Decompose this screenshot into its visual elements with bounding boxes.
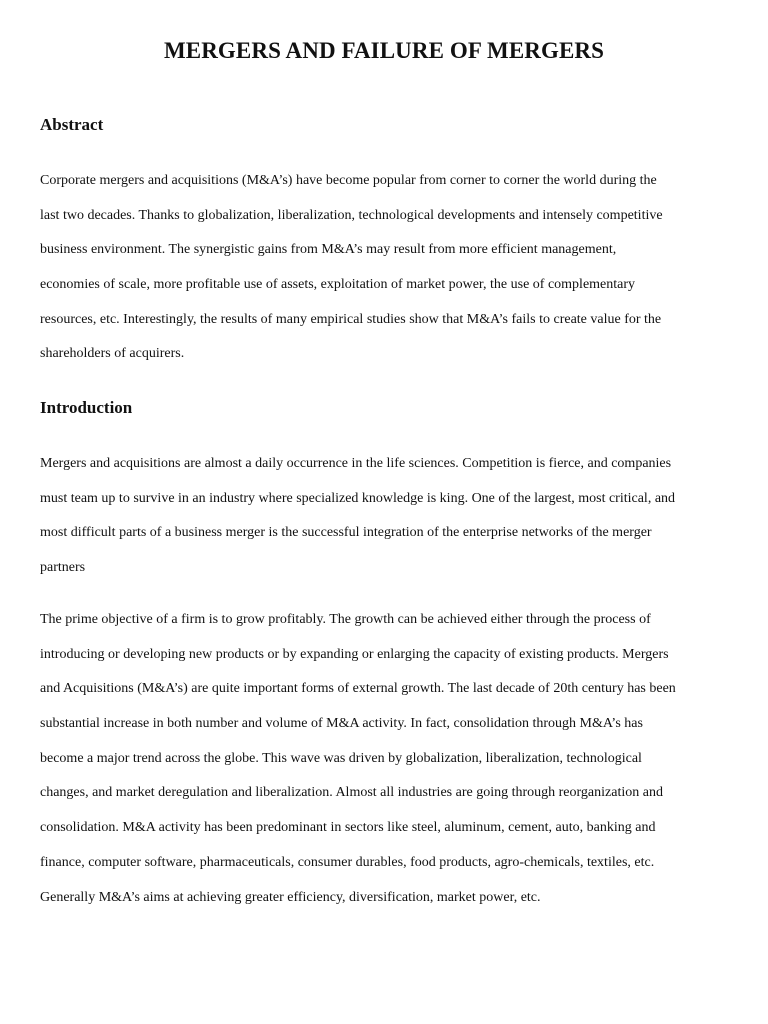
paragraph-line: partners	[40, 560, 86, 576]
paragraph-line: Generally M&A’s aims at achieving greater efficiency, diversification, market power, etc.	[40, 889, 541, 905]
abstract-paragraph	[40, 164, 736, 372]
paragraph-line: business environment. The synergistic gains from M&A’s may result from more efficient management,	[40, 242, 617, 258]
page-title: MERGERS AND FAILURE OF MERGERS	[163, 38, 605, 63]
introduction-paragraph-1	[40, 447, 736, 586]
paragraph-line: economies of scale, more profitable use of assets, exploitation of market power, the use of complementary	[40, 277, 636, 293]
introduction-heading: Introduction	[40, 398, 133, 417]
paragraph-line: Corporate mergers and acquisitions (M&A’s) have become popular from corner to corner the world during the	[40, 173, 657, 188]
paragraph-line: The prime objective of a firm is to grow profitably. The growth can be achieved either through the process of	[40, 612, 651, 627]
paragraph-line: and Acquisitions (M&A’s) are quite important forms of external growth. The last decade of 20th century has been	[40, 681, 676, 697]
paragraph-line: resources, etc. Interestingly, the results of many empirical studies show that M&A’s fails to create value for the	[40, 311, 662, 327]
paragraph-line: changes, and market deregulation and liberalization. Almost all industries are going through reorganization and	[40, 785, 663, 801]
introduction-paragraph-2	[40, 603, 736, 915]
paragraph-line: introducing or developing new products or by expanding or enlarging the capacity of existing products. Mergers	[40, 646, 669, 662]
paragraph-line: most difficult parts of a business merger is the successful integration of the enterprise networks of the merger	[40, 525, 652, 541]
paragraph-line: must team up to survive in an industry where specialized knowledge is king. One of the largest, most critical, and	[40, 490, 676, 506]
paragraph-line: last two decades. Thanks to globalization, liberalization, technological developments and intensely competitive	[40, 207, 663, 223]
paragraph-line: become a major trend across the globe. This wave was driven by globalization, liberalization, technological	[40, 750, 642, 766]
abstract-heading: Abstract	[40, 115, 104, 134]
paragraph-line: finance, computer software, pharmaceuticals, consumer durables, food products, agro-chemicals, textiles, etc.	[40, 854, 655, 870]
paragraph-line: Mergers and acquisitions are almost a daily occurrence in the life sciences. Competition is fierce, and companies	[40, 456, 672, 471]
paragraph-line: substantial increase in both number and volume of M&A activity. In fact, consolidation through M&A’s has	[40, 716, 643, 732]
paragraph-line: consolidation. M&A activity has been predominant in sectors like steel, aluminum, cement, auto, banking and	[40, 820, 656, 836]
paragraph-line: shareholders of acquirers.	[40, 346, 185, 362]
